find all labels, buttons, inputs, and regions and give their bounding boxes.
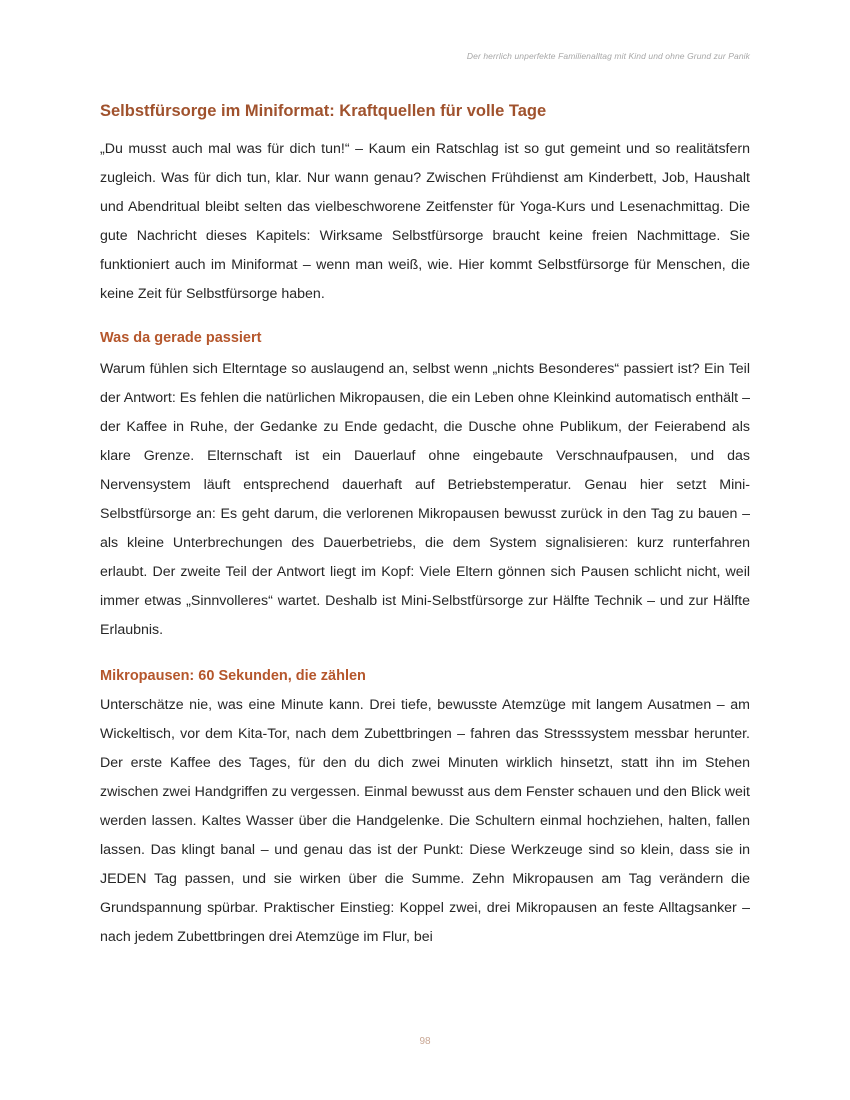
section-heading-was-da-gerade-passiert: Was da gerade passiert — [100, 330, 262, 346]
chapter-intro-paragraph: „Du musst auch mal was für dich tun!“ – Kaum ein Ratschlag ist so gut gemeint und so realitätsfern zugleich. Was für dich tun, klar. Nur wann genau? Zwischen Frühdienst am Kinderbett, Job, Haushalt und Abendritual bleibt selten das vielbeschworene Zeitfenster für Yoga-Kurs und Lesenachmittag. Die gute Nachricht dieses Kapitels: Wirksame Selbstfürsorge braucht keine freien Nachmittage. Sie funktioniert auch im Miniformat – wenn man weiß, wie. Hier kommt Selbstfürsorge für Menschen, die keine Zeit für Selbstfürsorge haben. — [100, 141, 750, 302]
page-number: 98 — [419, 1036, 431, 1047]
section-paragraph-was-da-gerade-passiert: Warum fühlen sich Elterntage so auslaugend an, selbst wenn „nichts Besonderes“ passiert ist? Ein Teil der Antwort: Es fehlen die natürlichen Mikropausen, die ein Leben ohne Kleinkind automatisch enthält – der Kaffee in Ruhe, der Gedanke zu Ende gedacht, die Dusche ohne Publikum, der Feierabend als klare Grenze. Elternschaft ist ein Dauerlauf ohne eingebaute Verschnaufpausen, und das Nervensystem läuft entsprechend dauerhaft auf Betriebstemperatur. Genau hier setzt Mini-Selbstfürsorge an: Es geht darum, die verlorenen Mikropausen bewusst zurück in den Tag zu bauen – als kleine Unterbrechungen des Dauerbetriebs, die dem System signalisieren: kurz runterfahren erlaubt. Der zweite Teil der Antwort liegt im Kopf: Viele Eltern gönnen sich Pausen schlicht nicht, weil immer etwas „Sinnvolleres“ wartet. Deshalb ist Mini-Selbstfürsorge zur Hälfte Technik – und zur Hälfte Erlaubnis. — [100, 361, 750, 638]
running-header: Der herrlich unperfekte Familienalltag mit Kind und ohne Grund zur Panik — [466, 51, 750, 61]
section-heading-mikropausen: Mikropausen: 60 Sekunden, die zählen — [100, 668, 366, 684]
chapter-title: Selbstfürsorge im Miniformat: Kraftquellen für volle Tage — [100, 102, 547, 120]
section-paragraph-mikropausen: Unterschätze nie, was eine Minute kann. Drei tiefe, bewusste Atemzüge mit langem Ausatmen – am Wickeltisch, vor dem Kita-Tor, nach dem Zubettbringen – fahren das Stresssystem messbar herunter. Der erste Kaffee des Tages, für den du dich zwei Minuten wirklich hinsetzt, statt ihn im Stehen zwischen zwei Handgriffen zu vergessen. Einmal bewusst aus dem Fenster schauen und den Blick weit werden lassen. Kaltes Wasser über die Handgelenke. Die Schultern einmal hochziehen, halten, fallen lassen. Das klingt banal – und genau das ist der Punkt: Diese Werkzeuge sind so klein, dass sie in JEDEN Tag passen, und sie wirken über die Summe. Zehn Mikropausen am Tag verändern die Grundspannung spürbar. Praktischer Einstieg: Koppel zwei, drei Mikropausen an feste Alltagsanker – nach jedem Zubettbringen drei Atemzüge im Flur, bei — [100, 697, 750, 945]
page-content — [100, 98, 750, 952]
